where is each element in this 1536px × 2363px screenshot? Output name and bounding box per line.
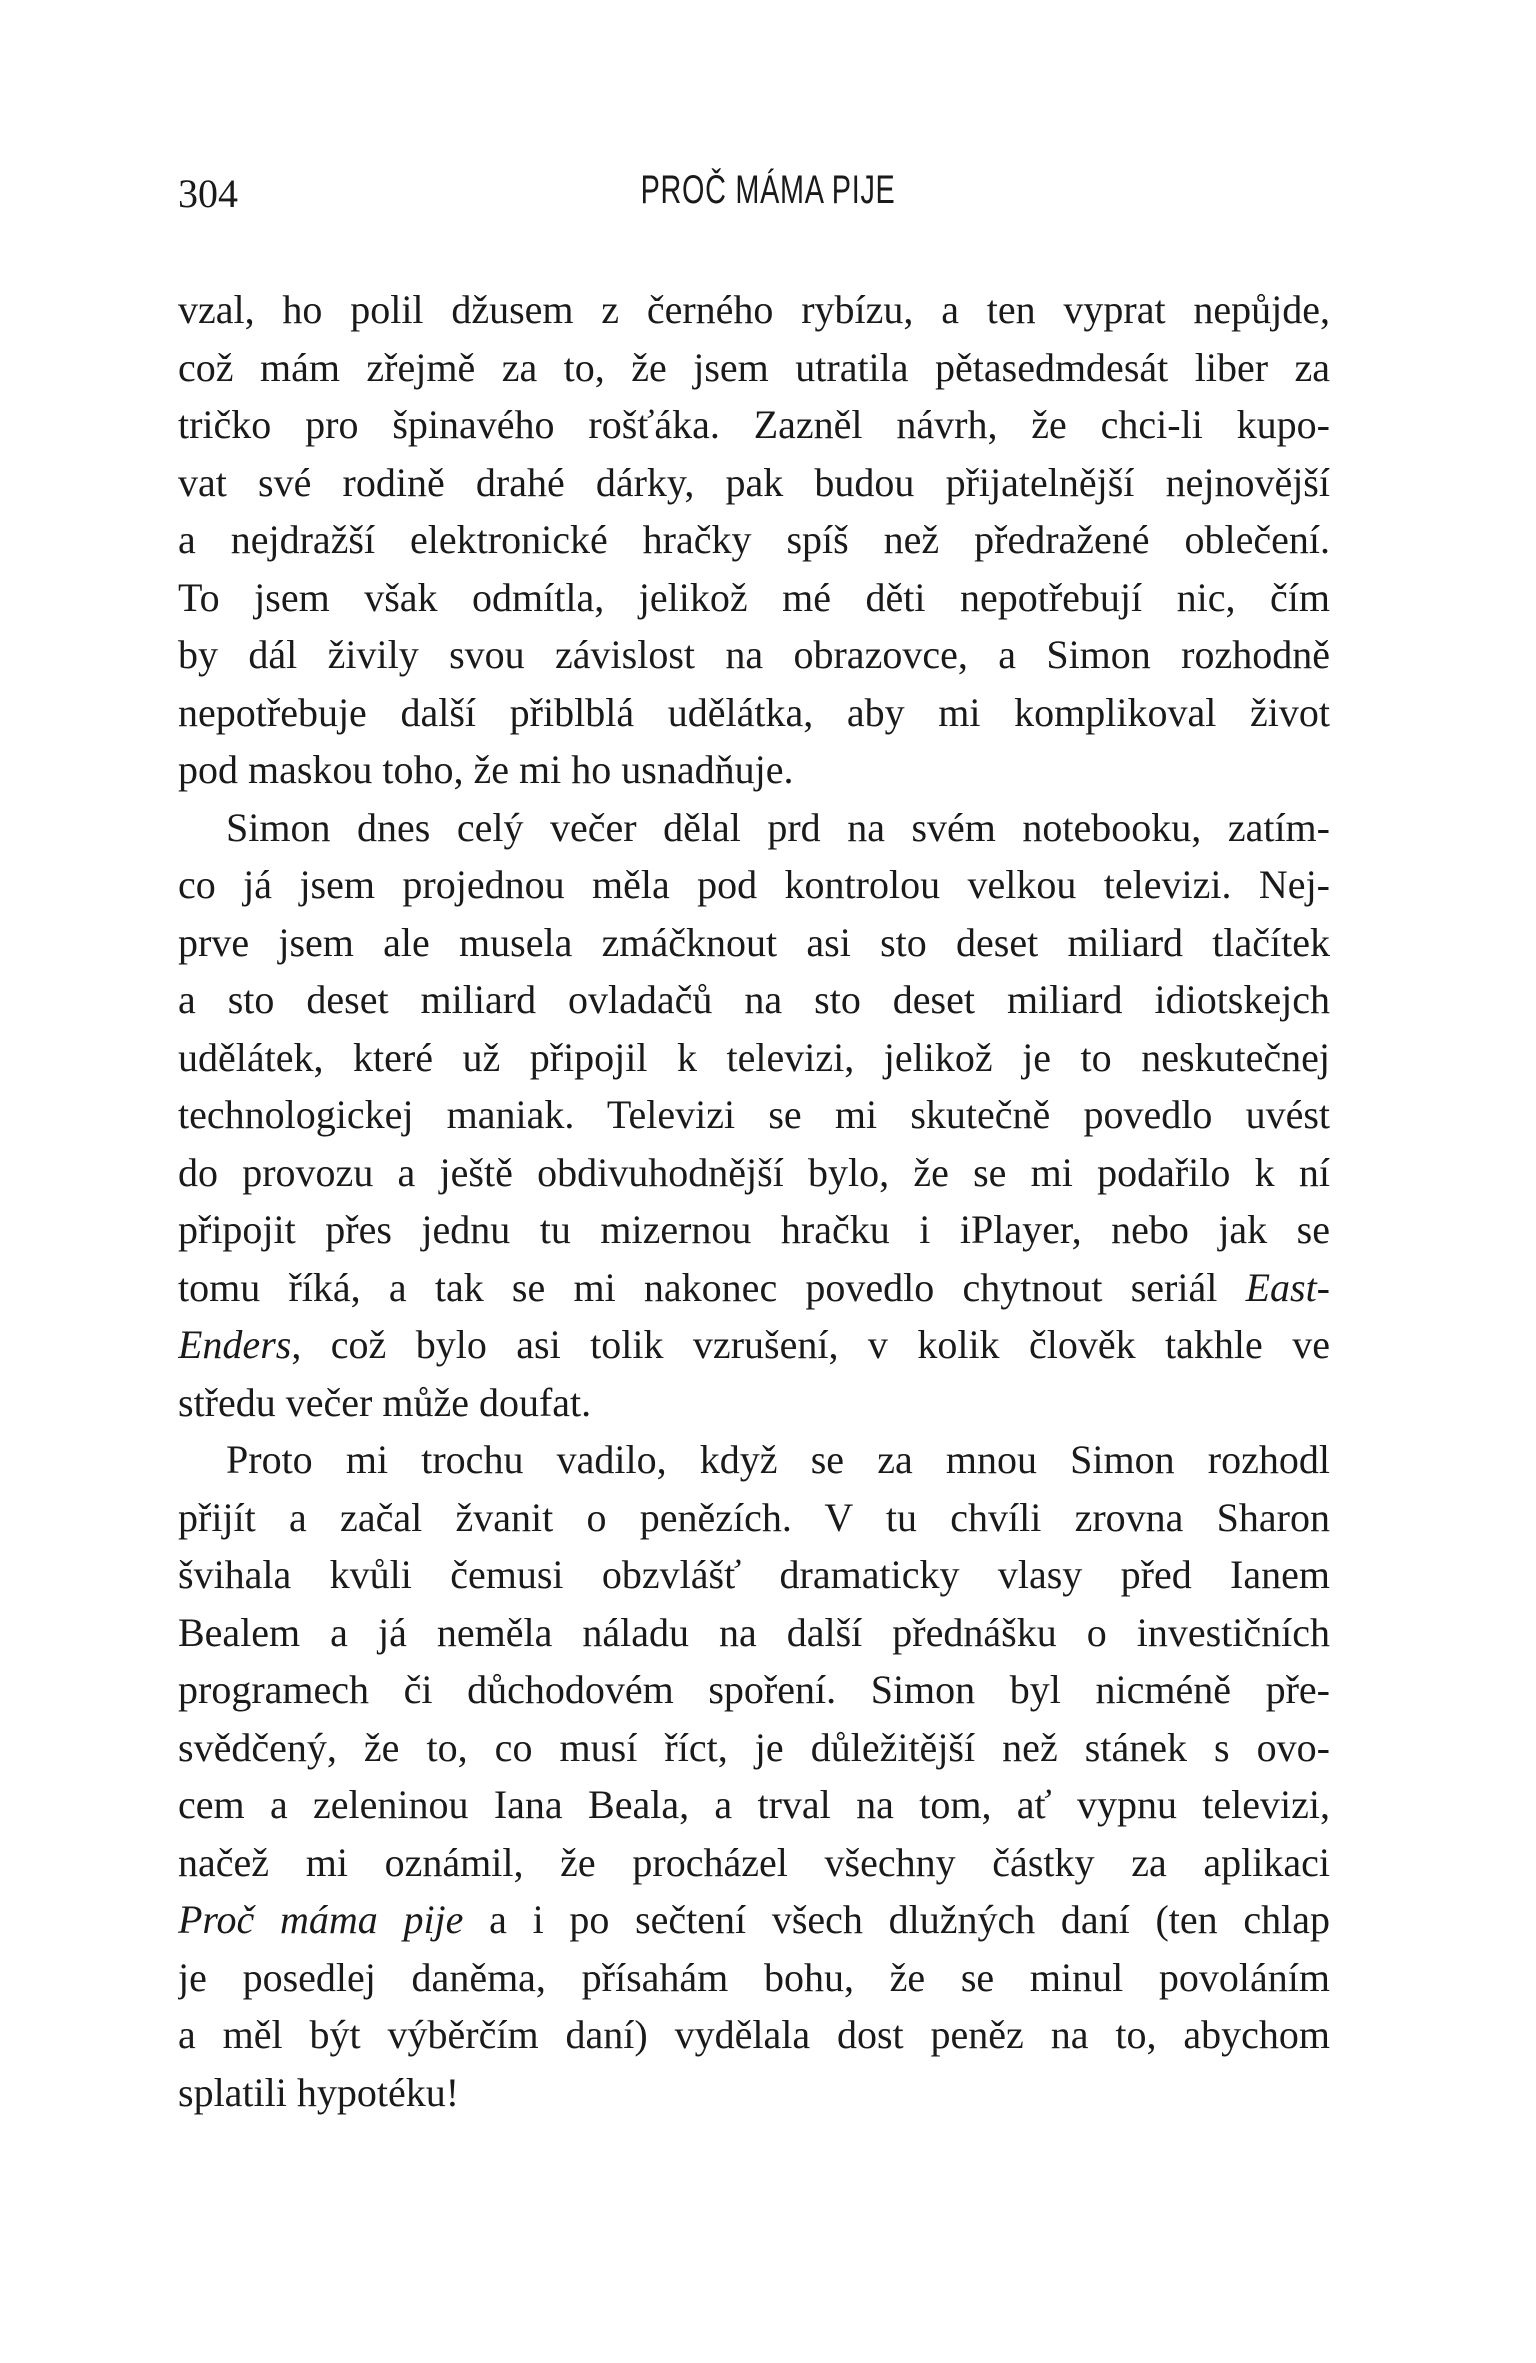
- text-segment: vat své rodině drahé dárky, pak budou přijatelnější nejnovější: [178, 459, 1330, 505]
- text-segment: připojit přes jednu tu mizernou hračku i iPlayer, nebo jak se: [178, 1207, 1330, 1252]
- page-number: 304: [178, 171, 238, 216]
- text-line: [178, 1431, 1330, 1489]
- text-segment: přijít a začal žvanit o penězích. V tu chvíli zrovna Sharon: [178, 1494, 1330, 1540]
- italic-title: Proč máma pije: [178, 1897, 464, 1942]
- text-segment: tomu říká, a tak se mi nakonec povedlo chytnout seriál: [178, 1264, 1246, 1310]
- running-head-text: PROČ MÁMA PIJE: [640, 168, 896, 212]
- text-line: [178, 1029, 1330, 1087]
- text-segment: středu večer může doufat.: [178, 1379, 592, 1425]
- text-line: [178, 684, 1330, 742]
- text-line: [178, 281, 1330, 339]
- text-segment: je posedlej daněma, přísahám bohu, že se minul povoláním: [178, 1954, 1330, 2000]
- text-segment: a i po sečtení všech dlužných daní (ten chlap: [463, 1897, 1330, 1942]
- text-line: [178, 856, 1330, 914]
- text-segment: Simon dnes celý večer dělal prd na svém notebooku, zatím-: [226, 804, 1330, 850]
- text-line: [178, 1201, 1330, 1259]
- text-segment: a sto deset miliard ovladačů na sto deset miliard idiotskejch: [178, 977, 1330, 1022]
- text-line: [178, 511, 1330, 569]
- text-segment: nepotřebuje další přiblblá udělátka, aby mi komplikoval život: [178, 689, 1330, 735]
- text-line: [178, 454, 1330, 512]
- text-line: [178, 569, 1330, 627]
- text-segment: švihala kvůli čemusi obzvlášť dramaticky vlasy před Ianem: [178, 1552, 1330, 1597]
- text-line: [178, 971, 1330, 1029]
- text-line: [178, 1776, 1330, 1834]
- text-line: [178, 914, 1330, 972]
- text-line: [178, 1719, 1330, 1777]
- text-segment: vzal, ho polil džusem z černého rybízu, a ten vyprat nepůjde,: [178, 287, 1330, 332]
- text-segment: do provozu a ještě obdivuhodnější bylo, že se mi podařilo k ní: [178, 1149, 1330, 1195]
- text-line: [178, 1546, 1330, 1604]
- text-line: [178, 396, 1330, 454]
- text-line: [178, 2006, 1330, 2064]
- text-segment: by dál živily svou závislost na obrazovce, a Simon rozhodně: [178, 632, 1330, 677]
- text-segment: , což bylo asi tolik vzrušení, v kolik člověk takhle ve: [291, 1322, 1330, 1367]
- text-segment: technologickej maniak. Televizi se mi skutečně povedlo uvést: [178, 1092, 1330, 1137]
- text-segment: Bealem a já neměla náladu na další přednášku o investičních: [178, 1609, 1330, 1655]
- text-line: [178, 1834, 1330, 1892]
- text-segment: cem a zeleninou Iana Beala, a trval na tom, ať vypnu televizi,: [178, 1782, 1330, 1827]
- text-line: [178, 1374, 1330, 1432]
- text-line: [178, 339, 1330, 397]
- text-segment: což mám zřejmě za to, že jsem utratila pětasedmdesát liber za: [178, 344, 1330, 390]
- text-segment: načež mi oznámil, že procházel všechny částky za aplikaci: [178, 1839, 1330, 1885]
- running-head: [0, 168, 1536, 213]
- text-segment: prve jsem ale musela zmáčknout asi sto deset miliard tlačítek: [178, 919, 1330, 965]
- text-line: [178, 1316, 1330, 1374]
- text-segment: splatili hypotéku!: [178, 2069, 460, 2115]
- text-segment: programech či důchodovém spoření. Simon byl nicméně pře-: [178, 1667, 1330, 1712]
- text-line: [178, 2064, 1330, 2122]
- text-segment: To jsem však odmítla, jelikož mé děti nepotřebují nic, čím: [178, 574, 1330, 620]
- body-text: [178, 281, 1330, 2121]
- text-segment: udělátek, které už připojil k televizi, jelikož je to neskutečnej: [178, 1034, 1330, 1080]
- text-segment: pod maskou toho, že mi ho usnadňuje.: [178, 747, 794, 792]
- text-line: [178, 1259, 1330, 1317]
- text-segment: a nejdražší elektronické hračky spíš než předražené oblečení.: [178, 517, 1330, 562]
- text-segment: tričko pro špinavého rošťáka. Zazněl návrh, že chci-li kupo-: [178, 402, 1330, 447]
- text-line: [178, 1144, 1330, 1202]
- text-line: [178, 741, 1330, 799]
- italic-title: East-: [1245, 1264, 1330, 1310]
- text-line: [178, 1489, 1330, 1547]
- text-line: [178, 1949, 1330, 2007]
- text-line: [178, 1891, 1330, 1949]
- text-line: [178, 1604, 1330, 1662]
- text-line: [178, 799, 1330, 857]
- text-line: [178, 626, 1330, 684]
- text-segment: Proto mi trochu vadilo, když se za mnou Simon rozhodl: [226, 1437, 1330, 1482]
- text-line: [178, 1661, 1330, 1719]
- text-line: [178, 1086, 1330, 1144]
- text-segment: co já jsem projednou měla pod kontrolou velkou televizi. Nej-: [178, 862, 1330, 907]
- italic-title: Enders: [178, 1322, 292, 1367]
- text-segment: svědčený, že to, co musí říct, je důležitější než stánek s ovo-: [178, 1724, 1330, 1770]
- text-segment: a měl být výběrčím daní) vydělala dost peněz na to, abychom: [178, 2012, 1330, 2057]
